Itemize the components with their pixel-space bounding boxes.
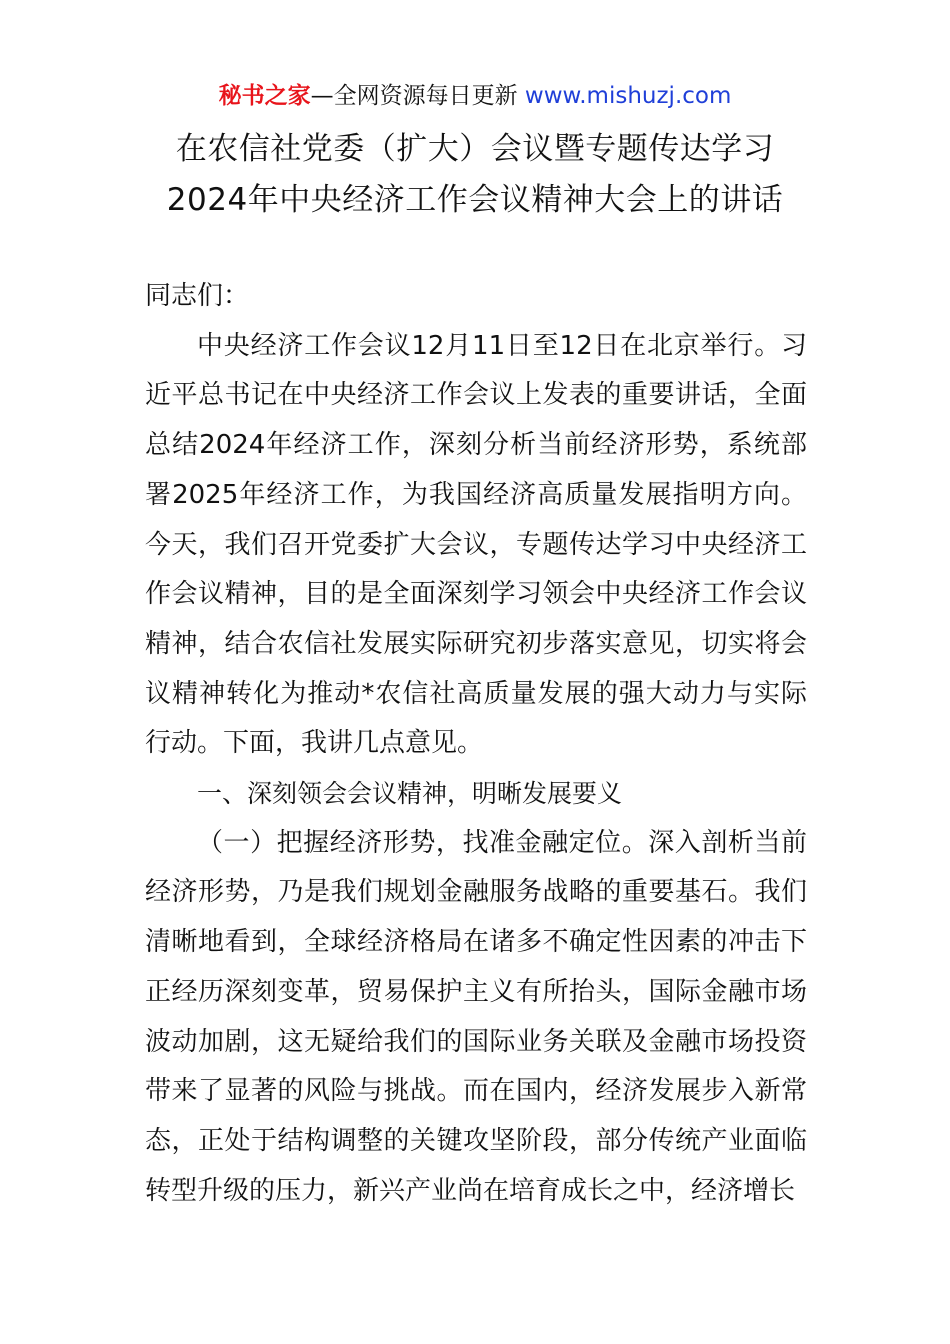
salutation: 同志们： [145,281,250,311]
title-line-2: 2024年中央经济工作会议精神大会上的讲话 [166,182,784,218]
document-title [0,124,950,226]
brand-name: 秘书之家 [218,83,311,109]
title-line-1: 在农信社党委（扩大）会议暨专题传达学习 [175,131,775,167]
document-body [145,272,807,1216]
site-header [0,80,950,112]
section-heading-1: 一、深刻领会会议精神，明晰发展要义 [197,779,623,809]
body-paragraph-1: 中央经济工作会议12月11日至12日在北京举行。习近平总书记在中央经济工作会议上发表的重要讲话，全面总结2024年经济工作，深刻分析当前经济形势，系统部署2025年经济工作，为我国经济高质量发展指明方向。今天，我们召开党委扩大会议，专题传达学习中央经济工作会议精神，目的是全面深刻学习领会中央经济工作会议精神，结合农信社发展实际研究初步落实意见，切实将会议精神转化为推动*农信社高质量发展的强大动力与实际行动。下面，我讲几点意见。 [145,330,807,759]
site-url-link[interactable]: www.mishuzj.com [524,83,732,109]
header-slogan: —全网资源每日更新 [310,83,518,109]
body-paragraph-2: （一）把握经济形势，找准金融定位。深入剖析当前经济形势，乃是我们规划金融服务战略的重要基石。我们清晰地看到，全球经济格局在诸多不确定性因素的冲击下正经历深刻变革，贸易保护主义有所抬头，国际金融市场波动加剧，这无疑给我们的国际业务关联及金融市场投资带来了显著的风险与挑战。而在国内，经济发展步入新常态，正处于结构调整的关键攻坚阶段，部分传统产业面临转型升级的压力，新兴产业尚在培育成长之中，经济增长 [145,827,807,1206]
